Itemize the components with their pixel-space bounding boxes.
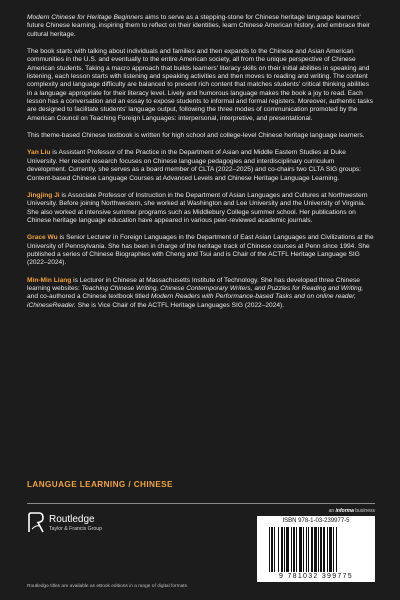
barcode-digits: 9 781032 399775 <box>279 573 353 580</box>
author-name: Min-Min Liang <box>27 276 72 284</box>
textbook-titles: Modern Readers with Performance-based Tasks and on online reader, iChineseReader. <box>27 293 356 309</box>
bio-min-min-liang <box>27 277 375 310</box>
book-title-italic: Modern Chinese for Heritage Beginners <box>27 14 144 21</box>
barcode-bar <box>333 527 334 572</box>
informa-suffix: business <box>353 508 375 514</box>
barcode-bar <box>271 527 273 572</box>
barcode-bar <box>291 527 292 572</box>
barcode-bar <box>296 527 297 572</box>
subject-category-label: LANGUAGE LEARNING / CHINESE <box>27 480 173 489</box>
barcode-bar <box>308 527 309 572</box>
isbn-barcode <box>257 516 375 582</box>
publisher-name: Routledge <box>49 514 95 525</box>
informa-business-label <box>329 508 375 514</box>
barcode-bar <box>318 527 319 572</box>
author-bio-text: She is Vice Chair of the ACTFL Heritage Languages SIG (2022–2024). <box>75 301 285 309</box>
barcode-bar <box>278 527 279 572</box>
barcode-bar <box>293 527 295 572</box>
author-bio-text: is Associate Professor of Instruction in the Department of Asian Languages and Cultures at Northwestern University. Before joining Northwestern, she worked at Washington and Lee University and the University of Virginia. She also worked at intensive summer programs such as Middlebury College summer school. Her publications on Chinese heritage language education have appeared in various peer-reviewed academic journals. <box>27 191 368 224</box>
publisher-section <box>27 503 375 580</box>
intro-paragraph <box>27 14 375 39</box>
routledge-logo <box>27 512 137 536</box>
barcode-bars <box>269 527 363 572</box>
author-bio-text: and co-authored a Chinese textbook titled <box>27 293 151 301</box>
informa-prefix: an <box>328 508 336 514</box>
barcode-bar <box>299 527 302 572</box>
website-titles: Teaching Chinese Writing, Chinese Contemporary Writers, and Puzzles for Reading and Writing, <box>81 284 364 292</box>
barcode-bar <box>314 527 317 572</box>
author-name: Grace Wu <box>27 234 58 242</box>
bio-yan-liu <box>27 149 375 182</box>
barcode-bar <box>311 527 313 572</box>
bio-jingjing-ji <box>27 192 375 225</box>
barcode-bar <box>329 527 332 572</box>
author-bio-text: is Assistant Professor of the Practice in the Department of Asian and Middle Eastern Studies at Duke University. Her recent research focuses on Chinese language pedagogies and interdisciplinary curriculum development. Currently, she serves as a board member of CLTA (2022–2025) and co-chairs two CLTA SIG groups: Content-based Chinese Language Courses at Advanced Levels and Chinese Heritage Language Learning. <box>27 149 361 182</box>
barcode-bar <box>336 527 337 572</box>
barcode-bar <box>286 527 289 572</box>
isbn-text: ISBN 978-1-03-239977-5 <box>282 518 350 524</box>
intro-text: aims to serve as a stepping-stone for Chinese heritage language learners' future Chinese learning, inspiring them to reflect on their identities, learn Chinese American history, and embrace their cultural heritage. <box>27 14 370 38</box>
publisher-group: Taylor & Francis Group <box>49 526 103 532</box>
informa-brand: informa <box>335 508 354 514</box>
barcode-bar <box>281 527 283 572</box>
audience-paragraph: This theme-based Chinese textbook is written for high school and college-level Chinese heritage language learners. <box>27 132 365 140</box>
barcode-bar <box>306 527 307 572</box>
author-name: Jingjing Ji <box>27 191 60 199</box>
cover-text <box>27 14 375 319</box>
barcode-bar <box>320 527 322 572</box>
barcode-bar <box>303 527 304 572</box>
routledge-mark-icon <box>27 512 45 534</box>
barcode-bar <box>327 527 328 572</box>
barcode-bar <box>323 527 325 572</box>
bio-grace-wu <box>27 234 375 267</box>
author-bio-text: is Lecturer in Chinese at Massachusetts Institute of Technology. She has developed three Chinese learning websites: <box>27 276 360 292</box>
description-paragraph: The book starts with talking about individuals and families and then expands to the Chinese and Asian American communities in the U.S. and eventually to the entire American society, all from the unique perspective of Chinese American students. Taking a macro approach that builds learners' literacy skills on their initial abilities in speaking and listening, each lesson starts with listening and speaking activities and then moves to reading and writing. The content complexity and language difficulty are balanced to present rich content that matches students' critical thinking abilities in a language appropriate for their literacy level. Lively and humorous language makes the book a joy to read. Each lesson has a conversation and an essay to expose students to informal and formal registers. Moreover, authentic tasks are designed to facilitate students' language output, following the three modes of communication promoted by the American Council on Teaching Foreign Languages: interpersonal, interpretive, and presentational. <box>27 48 373 122</box>
ebook-availability-note: Routledge titles are available as eBook editions in a range of digital formats <box>27 584 187 589</box>
author-name: Yan Liu <box>27 149 51 157</box>
barcode-bar <box>274 527 275 572</box>
barcode-bar <box>269 527 270 572</box>
author-bio-text: is Senior Lecturer in Foreign Languages in the Department of East Asian Languages and Civilizations at the University of Pennsylvania. She has been in charge of the heritage track of Chinese courses at Penn since 1994. She published a series of Chinese Biographies with Cheng and Tsui and is Chair of the ACTFL Heritage Language SIG (2022–2024). <box>27 234 374 267</box>
barcode-bar <box>284 527 285 572</box>
